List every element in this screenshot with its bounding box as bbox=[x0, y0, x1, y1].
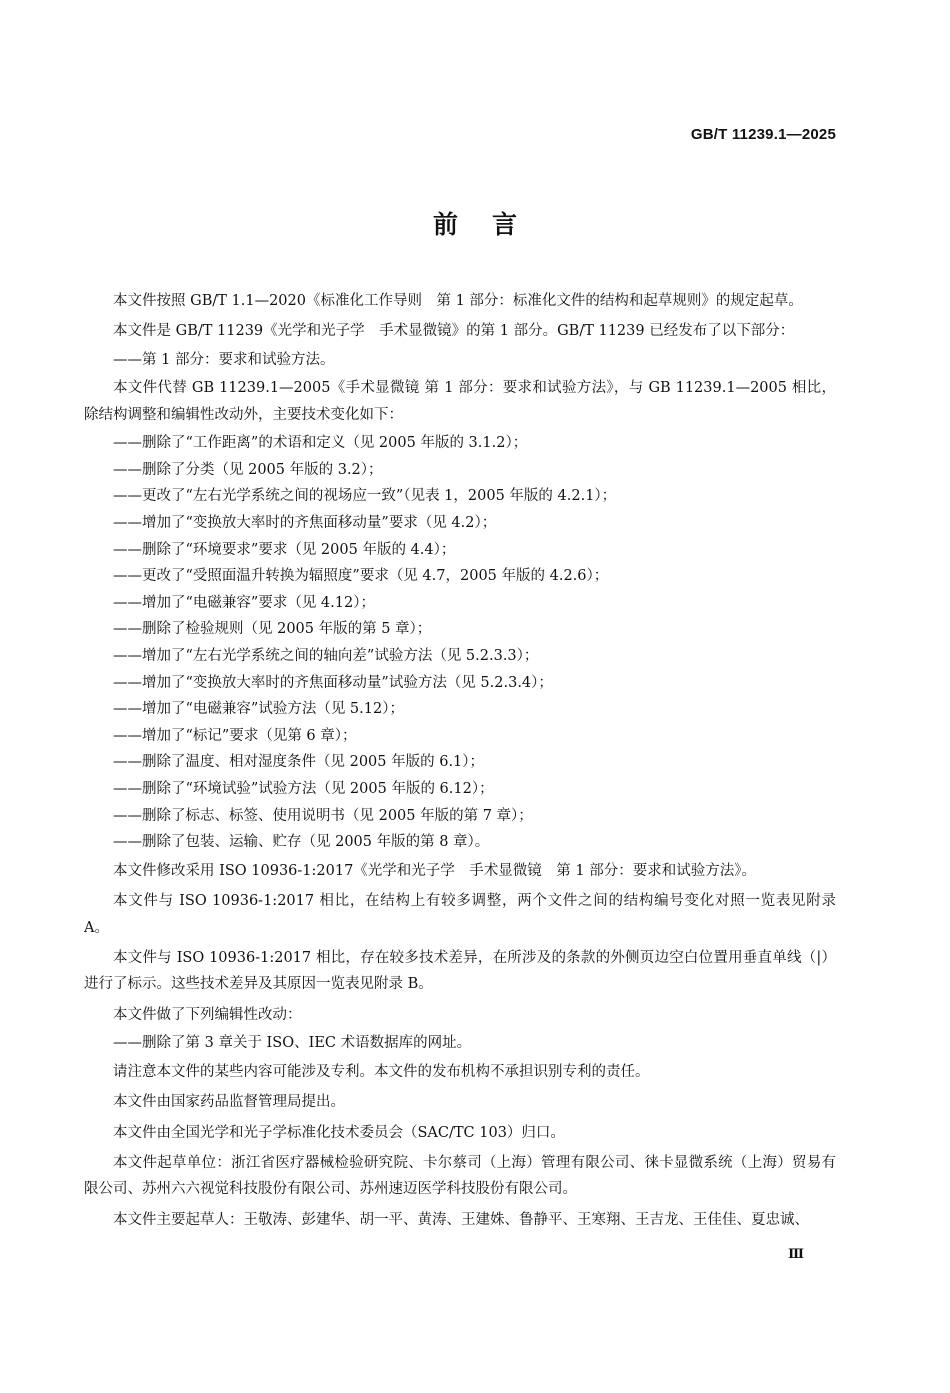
paragraph-drafting-units: 本文件起草单位：浙江省医疗器械检验研究院、卡尔蔡司（上海）管理有限公司、徕卡显微系统（上海）贸易有限公司、苏州六六视觉科技股份有限公司、苏州速迈医学科技股份有限公司。 bbox=[84, 1154, 836, 1198]
paragraph-proposer: 本文件由国家药品监督管理局提出。 bbox=[113, 1094, 345, 1111]
list-item-change: ——删除了标志、标签、使用说明书（见 2005 年版的第 7 章）； bbox=[113, 807, 533, 824]
list-item-part: ——第 1 部分：要求和试验方法。 bbox=[113, 351, 335, 368]
list-item-change: ——增加了“变换放大率时的齐焦面移动量”试验方法（见 5.2.3.4）； bbox=[113, 674, 553, 691]
paragraph-patent-notice: 请注意本文件的某些内容可能涉及专利。本文件的发布机构不承担识别专利的责任。 bbox=[113, 1063, 650, 1080]
list-item-change: ——删除了包装、运输、贮存（见 2005 年版的第 8 章）。 bbox=[113, 834, 490, 851]
list-item-change: ——增加了“标记”要求（见第 6 章）； bbox=[113, 727, 357, 744]
paragraph-technical-differences: 本文件与 ISO 10936-1:2017 相比，存在较多技术差异，在所涉及的条款的外侧页边空白位置用垂直单线（|）进行了标示。这些技术差异及其原因一览表见附录 B。 bbox=[84, 949, 836, 993]
paragraph-adoption: 本文件修改采用 ISO 10936-1:2017《光学和光子学 手术显微镜 第 1 部分：要求和试验方法》。 bbox=[113, 862, 756, 879]
paragraph-replacement: 本文件代替 GB 11239.1—2005《手术显微镜 第 1 部分：要求和试验方法》，与 GB 11239.1—2005 相比，除结构调整和编辑性改动外，主要技术变化如下： bbox=[84, 380, 836, 423]
paragraph-part-of-series: 本文件是 GB/T 11239《光学和光子学 手术显微镜》的第 1 部分。GB/T 11239 已经发布了以下部分： bbox=[113, 323, 795, 340]
list-item-change: ——删除了“环境试验”试验方法（见 2005 年版的 6.12）； bbox=[113, 780, 494, 797]
standard-number: GB/T 11239.1—2025 bbox=[690, 126, 836, 143]
paragraph-committee: 本文件由全国光学和光子学标准化技术委员会（SAC/TC 103）归口。 bbox=[113, 1124, 565, 1141]
page-number: Ⅲ bbox=[788, 1247, 804, 1262]
list-item-change: ——增加了“电磁兼容”试验方法（见 5.12）； bbox=[113, 701, 404, 718]
foreword-body bbox=[84, 288, 836, 1237]
paragraph-drafting-rules: 本文件按照 GB/T 1.1—2020《标准化工作导则 第 1 部分：标准化文件的结构和起草规则》的规定起草。 bbox=[113, 293, 803, 309]
list-item-change: ——删除了检验规则（见 2005 年版的第 5 章）； bbox=[113, 621, 432, 638]
paragraph-editorial-intro: 本文件做了下列编辑性改动： bbox=[113, 1006, 302, 1023]
list-item-change: ——更改了“受照面温升转换为辐照度”要求（见 4.7，2005 年版的 4.2.6）； bbox=[113, 568, 609, 585]
paragraph-drafters: 本文件主要起草人：王敬涛、彭建华、胡一平、黄涛、王建姝、鲁静平、王寒翔、王吉龙、王佳佳、夏忠诚、 bbox=[113, 1211, 809, 1228]
list-item-editorial: ——删除了第 3 章关于 ISO、IEC 术语数据库的网址。 bbox=[113, 1035, 472, 1052]
list-item-change: ——删除了“环境要求”要求（见 2005 年版的 4.4）； bbox=[113, 541, 456, 558]
paragraph-structure-note: 本文件与 ISO 10936-1:2017 相比，在结构上有较多调整，两个文件之间的结构编号变化对照一览表见附录 A。 bbox=[84, 893, 836, 936]
page-title: 前言 bbox=[432, 210, 551, 239]
list-item-change: ——删除了“工作距离”的术语和定义（见 2005 年版的 3.1.2）； bbox=[113, 435, 528, 452]
list-item-change: ——增加了“变换放大率时的齐焦面移动量”要求（见 4.2）； bbox=[113, 515, 497, 531]
list-item-change: ——更改了“左右光学系统之间的视场应一致”（见表 1，2005 年版的 4.2.1）； bbox=[113, 488, 617, 505]
list-item-change: ——增加了“左右光学系统之间的轴向差”试验方法（见 5.2.3.3）； bbox=[113, 647, 539, 664]
list-item-change: ——删除了温度、相对湿度条件（见 2005 年版的 6.1）； bbox=[113, 754, 485, 771]
list-item-change: ——删除了分类（见 2005 年版的 3.2）； bbox=[113, 461, 383, 478]
list-item-change: ——增加了“电磁兼容”要求（见 4.12）； bbox=[113, 594, 375, 611]
